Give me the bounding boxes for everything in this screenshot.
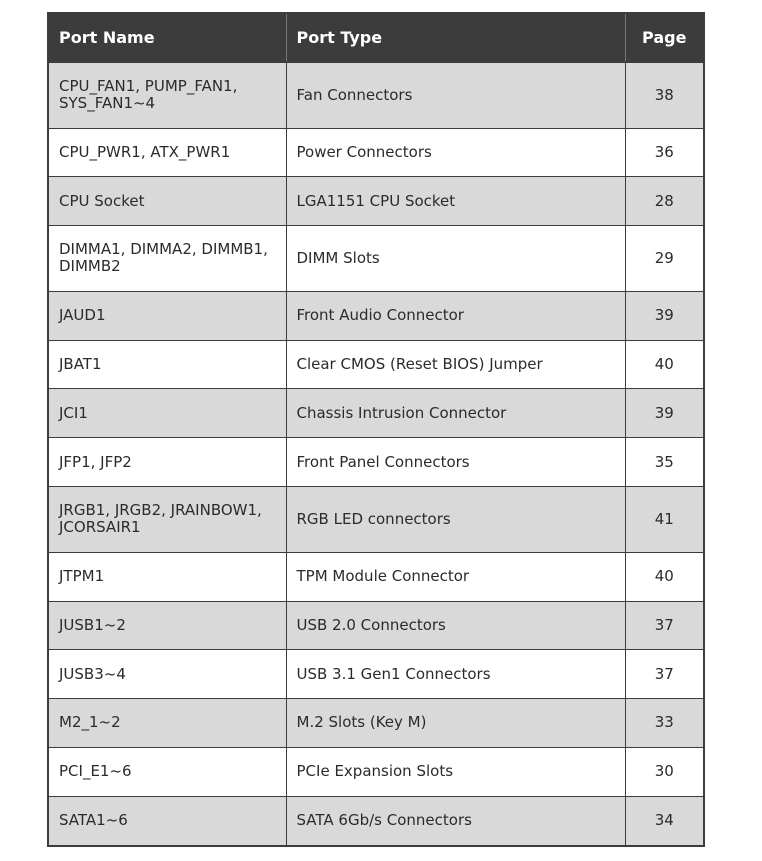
cell-port-type: RGB LED connectors <box>286 486 625 552</box>
table-row <box>49 62 703 128</box>
table-row <box>49 747 703 796</box>
cell-port-name: PCI_E1~6 <box>49 747 286 796</box>
table-row <box>49 552 703 601</box>
table-row <box>49 438 703 487</box>
cell-page: 39 <box>625 389 703 438</box>
cell-port-type: LGA1151 CPU Socket <box>286 177 625 226</box>
cell-port-type: Fan Connectors <box>286 62 625 128</box>
cell-port-name: CPU_PWR1, ATX_PWR1 <box>49 128 286 177</box>
cell-port-name: M2_1~2 <box>49 699 286 748</box>
cell-port-name: JUSB3~4 <box>49 650 286 699</box>
cell-port-type: TPM Module Connector <box>286 552 625 601</box>
cell-port-name: JTPM1 <box>49 552 286 601</box>
table-header <box>49 14 703 62</box>
cell-page: 34 <box>625 796 703 845</box>
cell-port-type: SATA 6Gb/s Connectors <box>286 796 625 845</box>
header-row <box>49 14 703 62</box>
cell-port-name: CPU_FAN1, PUMP_FAN1, SYS_FAN1~4 <box>49 62 286 128</box>
cell-port-type: DIMM Slots <box>286 225 625 291</box>
header-port-type: Port Type <box>286 14 625 62</box>
table-row <box>49 601 703 650</box>
cell-page: 30 <box>625 747 703 796</box>
cell-page: 37 <box>625 650 703 699</box>
table-row <box>49 389 703 438</box>
cell-port-name: JBAT1 <box>49 340 286 389</box>
cell-page: 36 <box>625 128 703 177</box>
cell-port-type: M.2 Slots (Key M) <box>286 699 625 748</box>
cell-port-name: JAUD1 <box>49 291 286 340</box>
table-row <box>49 177 703 226</box>
cell-page: 39 <box>625 291 703 340</box>
port-table-container <box>47 12 705 847</box>
cell-port-name: CPU Socket <box>49 177 286 226</box>
table-row <box>49 486 703 552</box>
cell-port-type: USB 3.1 Gen1 Connectors <box>286 650 625 699</box>
cell-page: 38 <box>625 62 703 128</box>
cell-page: 28 <box>625 177 703 226</box>
cell-page: 40 <box>625 340 703 389</box>
cell-port-type: PCIe Expansion Slots <box>286 747 625 796</box>
cell-port-name: JCI1 <box>49 389 286 438</box>
table-row <box>49 340 703 389</box>
table-row <box>49 650 703 699</box>
port-table <box>49 14 703 845</box>
table-row <box>49 225 703 291</box>
cell-port-name: JRGB1, JRGB2, JRAINBOW1, JCORSAIR1 <box>49 486 286 552</box>
cell-page: 33 <box>625 699 703 748</box>
cell-page: 41 <box>625 486 703 552</box>
cell-port-name: JFP1, JFP2 <box>49 438 286 487</box>
cell-port-type: Front Audio Connector <box>286 291 625 340</box>
table-body <box>49 62 703 845</box>
cell-port-type: Power Connectors <box>286 128 625 177</box>
cell-page: 37 <box>625 601 703 650</box>
cell-page: 40 <box>625 552 703 601</box>
cell-page: 35 <box>625 438 703 487</box>
header-page: Page <box>625 14 703 62</box>
table-row <box>49 796 703 845</box>
cell-port-name: JUSB1~2 <box>49 601 286 650</box>
cell-port-type: Front Panel Connectors <box>286 438 625 487</box>
cell-port-type: USB 2.0 Connectors <box>286 601 625 650</box>
cell-port-name: DIMMA1, DIMMA2, DIMMB1, DIMMB2 <box>49 225 286 291</box>
cell-port-name: SATA1~6 <box>49 796 286 845</box>
cell-page: 29 <box>625 225 703 291</box>
cell-port-type: Clear CMOS (Reset BIOS) Jumper <box>286 340 625 389</box>
table-row <box>49 699 703 748</box>
header-port-name: Port Name <box>49 14 286 62</box>
table-row <box>49 128 703 177</box>
table-row <box>49 291 703 340</box>
cell-port-type: Chassis Intrusion Connector <box>286 389 625 438</box>
